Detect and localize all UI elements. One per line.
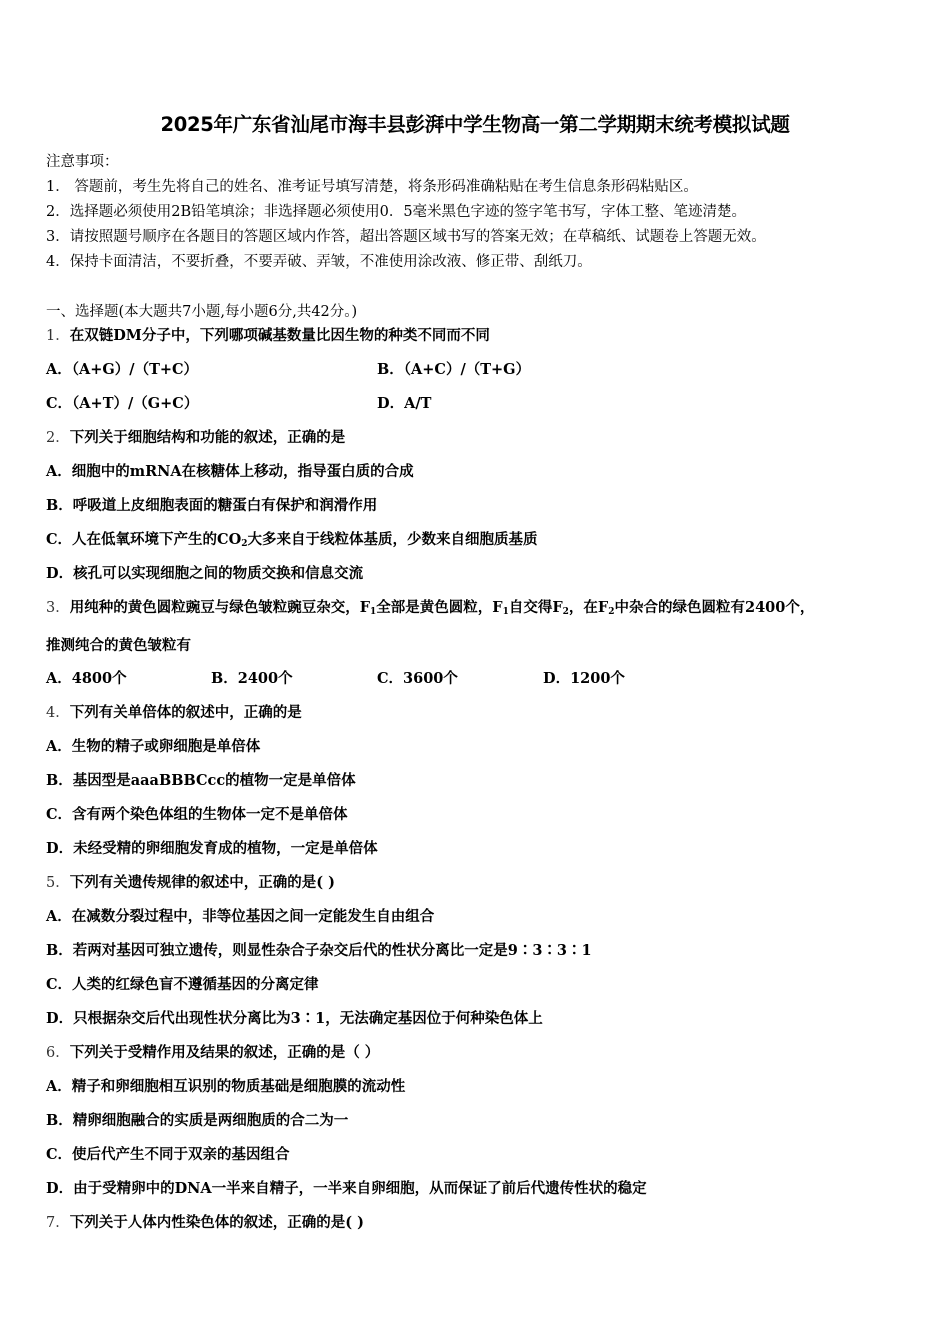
notice-item: 4．保持卡面清洁，不要折叠，不要弄破、弄皱，不准使用涂改液、修正带、刮纸刀。 [46, 254, 592, 270]
option-d: D．核孔可以实现细胞之间的物质交换和信息交流 [46, 565, 364, 582]
question-stem: 下列关于受精作用及结果的叙述，正确的是（ ） [69, 1044, 380, 1061]
question-2 [46, 427, 345, 449]
question-stem: 用纯种的黄色圆粒豌豆与绿色皱粒豌豆杂交，$F_1$全部是黄色圆粒，$F_1$自交得$F_2$，在$F_2$中杂合的绿色圆粒有2400个， [69, 599, 815, 617]
question-number: 2． [46, 430, 70, 446]
notice-item: 3．请按照题号顺序在各题目的答题区域内作答，超出答题区域书写的答案无效；在草稿纸、试题卷上答题无效。 [46, 229, 766, 245]
question-stem-continued: 推测纯合的黄色皱粒有 [46, 637, 191, 654]
question-stem: 下列有关遗传规律的叙述中，正确的是( ) [69, 874, 336, 891]
question-number: 5． [46, 875, 70, 891]
notice-item: 1． 答题前，考生先将自己的姓名、准考证号填写清楚，将条形码准确粘贴在考生信息条形码粘贴区。 [46, 179, 698, 195]
question-number: 1． [46, 328, 70, 344]
option-b: B．呼吸道上皮细胞表面的糖蛋白有保护和润滑作用 [46, 497, 378, 514]
option-b: B．精卵细胞融合的实质是两细胞质的合二为一 [46, 1112, 349, 1129]
option-d: D．A/T [377, 395, 432, 412]
option-d: D．只根据杂交后代出现性状分离比为3∶1，无法确定基因位于何种染色体上 [46, 1010, 543, 1027]
question-stem: 在双链DM分子中，下列哪项碱基数量比因生物的种类不同而不同 [69, 327, 490, 344]
question-stem: 下列关于人体内性染色体的叙述，正确的是( ) [69, 1214, 365, 1231]
question-number: 4． [46, 705, 70, 721]
option-b: B．基因型是aaaBBBCcc的植物一定是单倍体 [46, 772, 356, 789]
question-5 [46, 872, 335, 894]
notice-heading: 注意事项： [46, 154, 119, 170]
question-3 [46, 597, 814, 623]
question-stem: 下列有关单倍体的叙述中，正确的是 [69, 704, 302, 721]
question-number: 7． [46, 1215, 70, 1231]
option-a: A．生物的精子或卵细胞是单倍体 [46, 738, 261, 755]
question-number: 6． [46, 1045, 70, 1061]
option-a: A．4800个 [46, 670, 127, 687]
option-d: D．1200个 [543, 670, 625, 687]
option-a: A．在减数分裂过程中，非等位基因之间一定能发生自由组合 [46, 908, 435, 925]
page-title: 2025年广东省汕尾市海丰县彭湃中学生物高一第二学期期末统考模拟试题 [160, 113, 790, 136]
option-c: C．人在低氧环境下产生的$CO_2$大多来自于线粒体基质，少数来自细胞质基质 [46, 531, 538, 549]
option-a: A．精子和卵细胞相互识别的物质基础是细胞膜的流动性 [46, 1078, 406, 1095]
option-c: C．使后代产生不同于双亲的基因组合 [46, 1146, 290, 1163]
section-heading: 一、选择题(本大题共7小题,每小题6分,共42分。) [46, 304, 358, 320]
option-a: A．细胞中的mRNA在核糖体上移动，指导蛋白质的合成 [46, 463, 414, 480]
question-1 [46, 325, 490, 347]
question-4 [46, 702, 302, 724]
question-stem: 下列关于细胞结构和功能的叙述，正确的是 [69, 429, 346, 446]
option-c: C．人类的红绿色盲不遵循基因的分离定律 [46, 976, 319, 993]
notice-item: 2．选择题必须使用2B铅笔填涂；非选择题必须使用0．5毫米黑色字迹的签字笔书写，字体工整、笔迹清楚。 [46, 204, 747, 220]
option-b: B．2400个 [211, 670, 293, 687]
option-d: D．由于受精卵中的DNA一半来自精子，一半来自卵细胞，从而保证了前后代遗传性状的稳定 [46, 1180, 647, 1197]
option-d: D．未经受精的卵细胞发育成的植物，一定是单倍体 [46, 840, 378, 857]
option-c: C．3600个 [377, 670, 458, 687]
option-b: B．若两对基因可独立遗传，则显性杂合子杂交后代的性状分离比一定是9∶3∶3∶1 [46, 942, 592, 959]
option-c: C．（A+T）/（G+C） [46, 395, 199, 412]
question-6 [46, 1042, 379, 1064]
option-c: C．含有两个染色体组的生物体一定不是单倍体 [46, 806, 348, 823]
option-a: A．（A+G）/（T+C） [46, 361, 199, 378]
question-number: 3． [46, 600, 70, 616]
question-7 [46, 1212, 364, 1234]
option-b: B．（A+C）/（T+G） [377, 361, 531, 378]
